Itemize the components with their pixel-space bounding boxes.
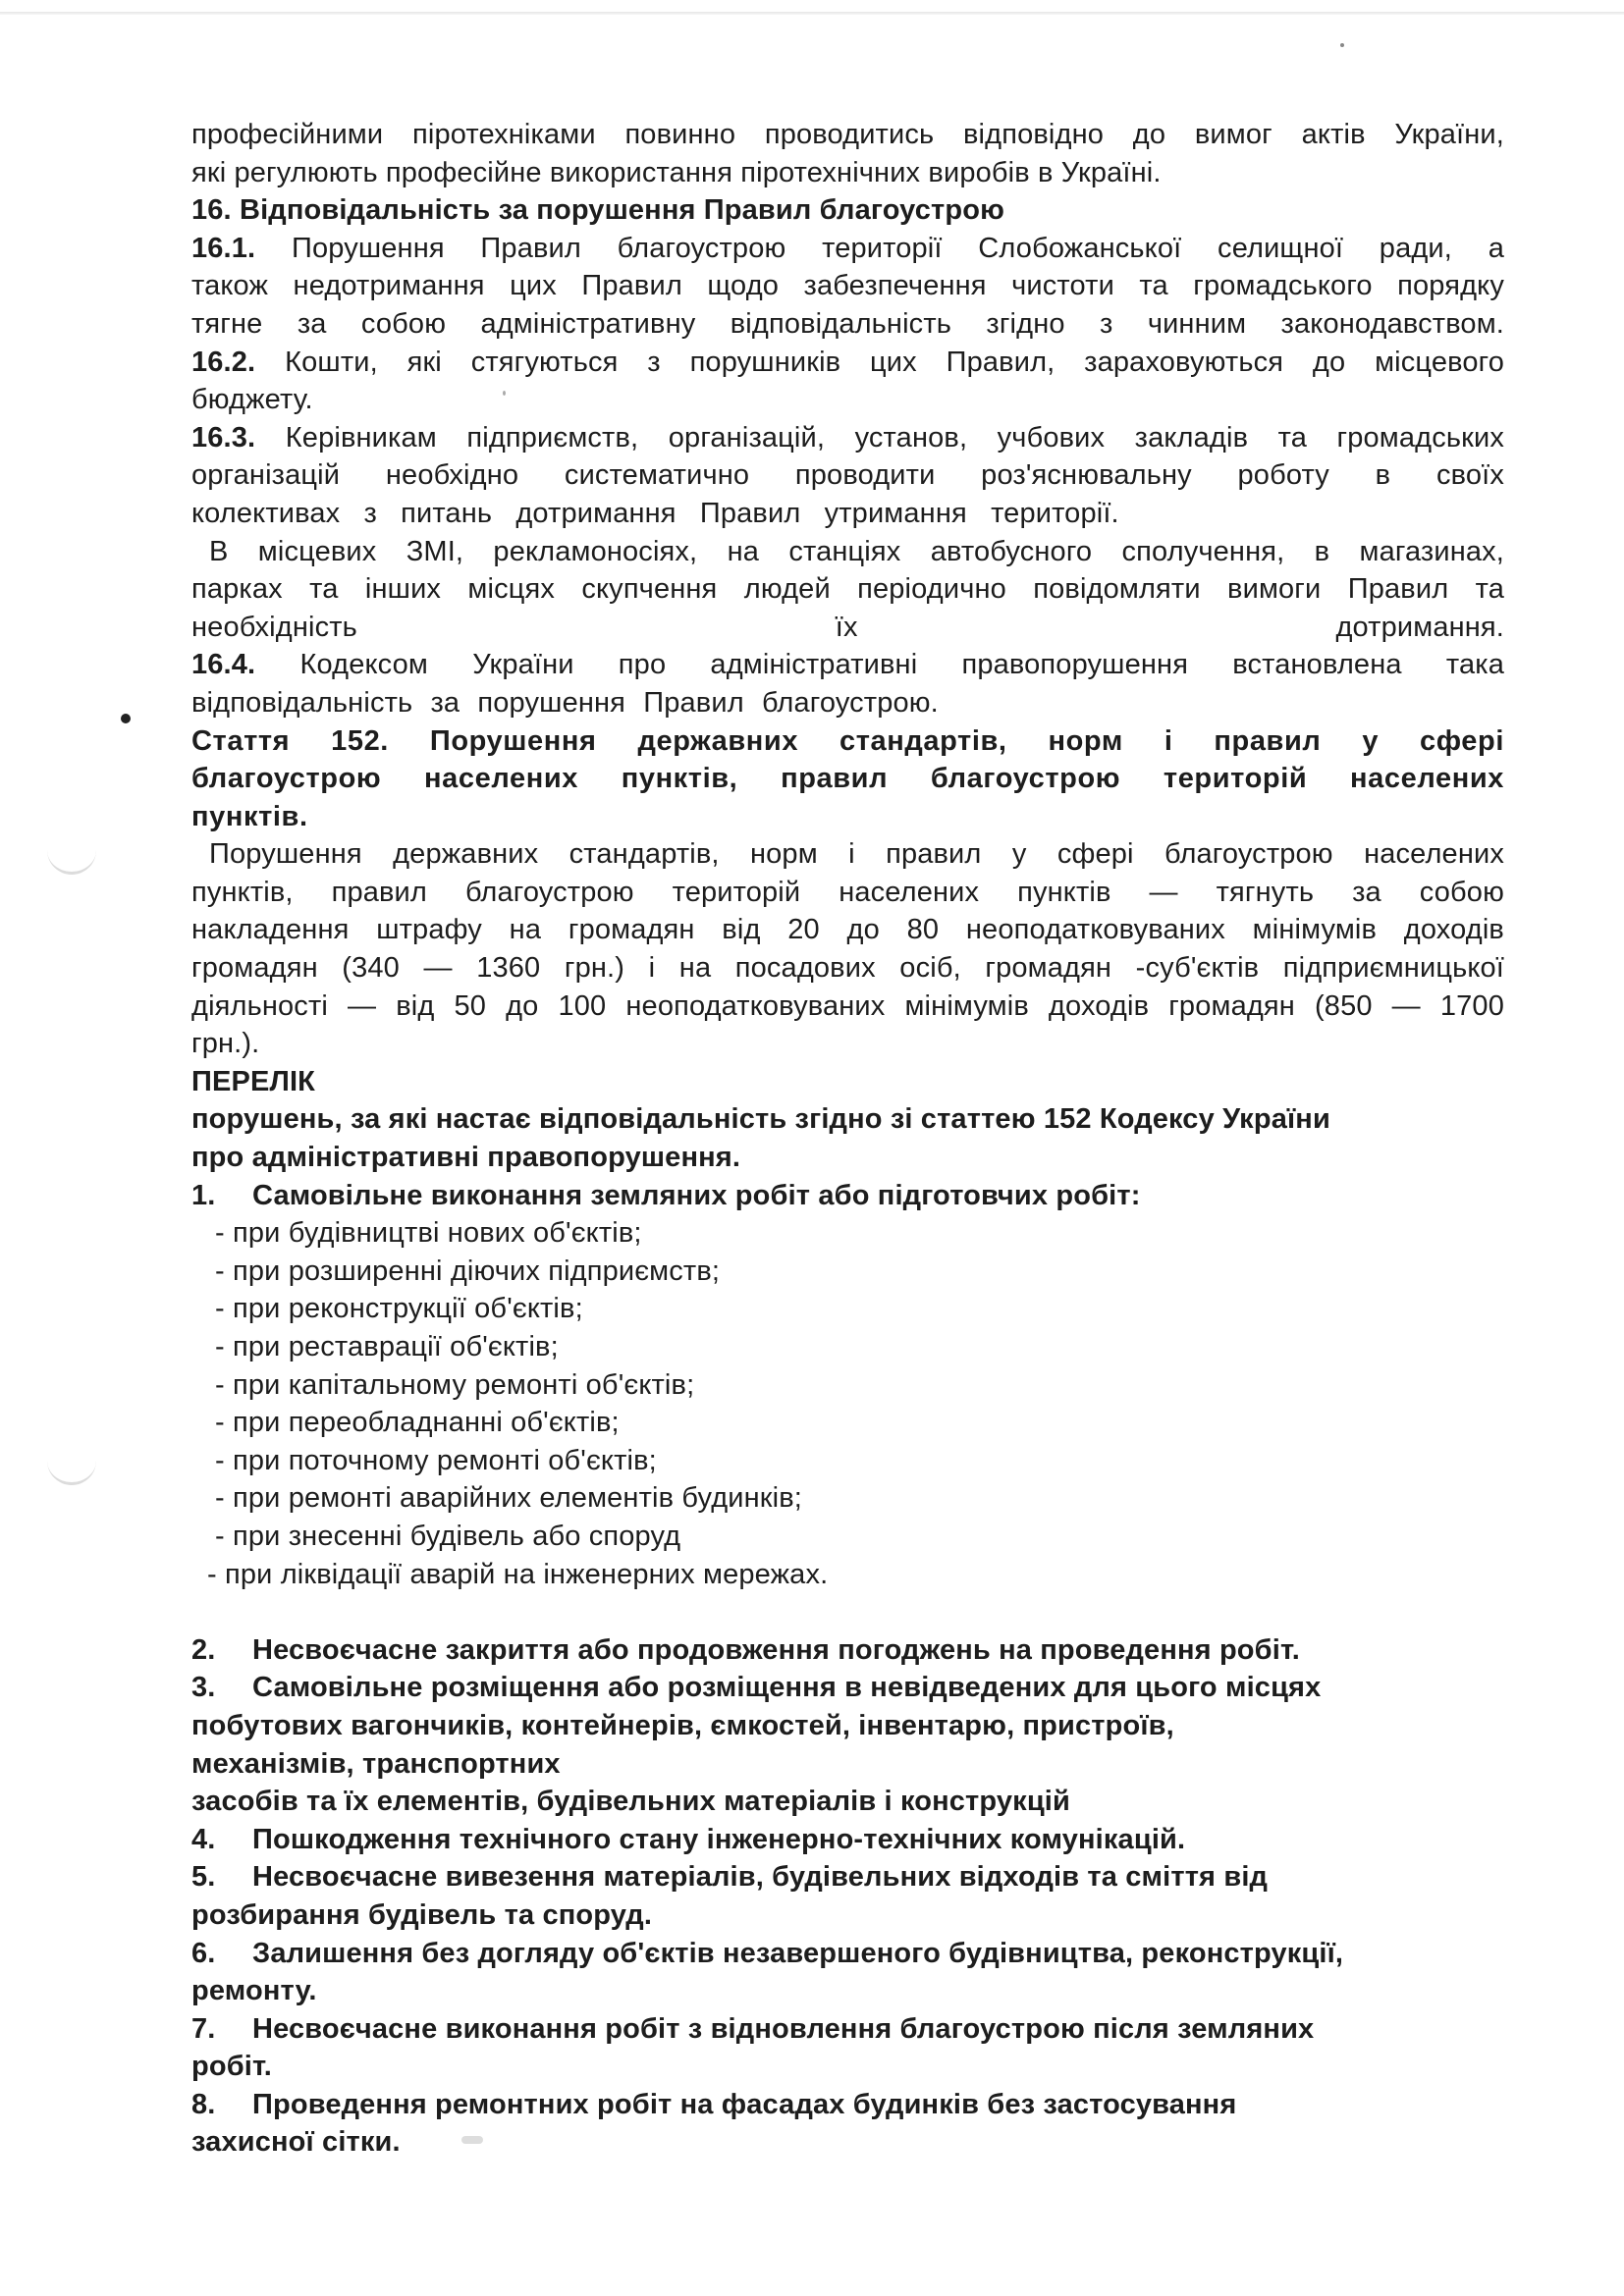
sub-item: - при знесенні будівель або споруд — [215, 1520, 681, 1552]
clause-number: 16.1. — [191, 232, 256, 264]
list-item-line: побутових вагончиків, контейнерів, ємкостей, інвентарю, пристроїв, — [191, 1709, 1174, 1741]
list-item-line: розбирання будівель та споруд. — [191, 1898, 653, 1931]
list-item-line: робіт. — [191, 2051, 273, 2083]
list-item-number: 7. — [191, 2012, 216, 2045]
list-item: 1. Самовільне виконання земляних робіт або підготовчих робіт: — [191, 1177, 1504, 1215]
list-subtitle: про адміністративні правопорушення. — [191, 1142, 741, 1174]
paragraph-line: відповідальність за порушення Правил благоустрою. — [191, 686, 939, 719]
list-item: 8. Проведення ремонтних робіт на фасадах будинків без застосування — [191, 2086, 1504, 2124]
list-item: 2. Несвоєчасне закриття або продовження погоджень на проведення робіт. — [191, 1631, 1504, 1670]
clause-number: 16.2. — [191, 346, 256, 378]
sub-item: - при будівництві нових об'єктів; — [215, 1217, 642, 1250]
paragraph-line: тягне за собою адміністративну відповідальність згідно з чинним законодавством. — [191, 307, 1504, 340]
list-item-number: 2. — [191, 1633, 216, 1666]
article-heading: пунктів. — [191, 800, 308, 832]
paragraph-line: парках та інших місцях скупчення людей періодично повідомляти вимоги Правил та — [191, 573, 1504, 606]
sub-item: - при переобладнанні об'єктів; — [215, 1407, 620, 1439]
paragraph-line: організацій необхідно систематично проводити роз'яснювальну роботу в своїх — [191, 459, 1504, 492]
list-subtitle: порушень, за які настає відповідальність згідно зі статтею 152 Кодексу України — [191, 1103, 1330, 1136]
list-item: 5. Несвоєчасне вивезення матеріалів, будівельних відходів та сміття від — [191, 1858, 1504, 1896]
blank-line — [191, 1593, 1504, 1631]
document-body — [191, 116, 1504, 2162]
paragraph-line: діяльності — від 50 до 100 неоподатковуваних мінімумів доходів громадян (850 — 1700 — [191, 989, 1504, 1022]
paragraph-line: Порушення державних стандартів, норм і правил у сфері благоустрою населених — [209, 838, 1504, 871]
sub-item: - при капітальному ремонті об'єктів; — [215, 1368, 695, 1401]
scan-edge — [0, 12, 1624, 15]
sub-item: - при ремонті аварійних елементів будинків; — [215, 1482, 802, 1515]
punch-hole-mark — [47, 1443, 96, 1485]
article-heading: благоустрою населених пунктів, правил благоустрою територій населених — [191, 763, 1504, 795]
list-item: 4. Пошкодження технічного стану інженерно-технічних комунікацій. — [191, 1821, 1504, 1859]
paragraph-line: бюджету. — [191, 384, 313, 416]
sub-item: - при ліквідації аварій на інженерних мережах. — [207, 1558, 829, 1590]
list-item: 6. Залишення без догляду об'єктів незавершеного будівництва, реконструкції, — [191, 1935, 1504, 1973]
sub-item: - при розширенні діючих підприємств; — [215, 1255, 721, 1287]
paragraph-line: колективах з питань дотримання Правил утримання території. — [191, 497, 1119, 529]
list-item: 7. Несвоєчасне виконання робіт з відновлення благоустрою після земляних — [191, 2010, 1504, 2049]
intro-line: які регулюють професійне використання піротехнічних виробів в Україні. — [191, 156, 1162, 188]
paragraph-line: накладення штрафу на громадян від 20 до 80 неоподатковуваних мінімумів доходів — [191, 914, 1504, 946]
margin-dot — [121, 714, 131, 723]
paragraph-line: 16.2. Кошти, які стягуються з порушників цих Правил, зараховуються до місцевого — [191, 346, 1504, 378]
article-heading: Стаття 152. Порушення державних стандартів, норм і правил у сфері — [191, 724, 1504, 757]
paragraph-line: необхідність їх дотримання. — [191, 611, 1504, 643]
intro-line: професійними піротехніками повинно проводитись відповідно до вимог актів України, — [191, 119, 1504, 150]
clause-number: 16.4. — [191, 649, 256, 681]
list-item-number: 6. — [191, 1937, 216, 1969]
list-title: ПЕРЕЛІК — [191, 1065, 316, 1097]
sub-item: - при поточному ремонті об'єктів; — [215, 1444, 657, 1476]
paragraph-line: пунктів, правил благоустрою територій населених пунктів — тягнуть за собою — [191, 876, 1504, 908]
paragraph-line: 16.1. Порушення Правил благоустрою території Слобожанської селищної ради, а — [191, 232, 1504, 264]
list-item-number: 5. — [191, 1861, 216, 1894]
clause-number: 16.3. — [191, 421, 256, 454]
paragraph-line: також недотримання цих Правил щодо забезпечення чистоти та громадського порядку — [191, 270, 1504, 302]
sub-item: - при реставрації об'єктів; — [215, 1331, 559, 1362]
list-item: 3. Самовільне розміщення або розміщення в невідведених для цього місцях — [191, 1669, 1504, 1707]
paragraph-line: 16.4. Кодексом України про адміністративні правопорушення встановлена така — [191, 649, 1504, 681]
list-item-line: ремонту. — [191, 1975, 317, 2007]
list-item-line: захисної сітки. — [191, 2126, 401, 2159]
paragraph-line: громадян (340 — 1360 грн.) і на посадових осіб, громадян -суб'єктів підприємницької — [191, 952, 1504, 985]
list-item-line: механізмів, транспортних — [191, 1747, 561, 1780]
list-item-number: 3. — [191, 1672, 216, 1704]
list-item-number: 8. — [191, 2088, 216, 2120]
section-heading: 16. Відповідальність за порушення Правил благоустрою — [191, 194, 1005, 227]
paragraph-line: В місцевих ЗМІ, рекламоносіях, на станціях автобусного сполучення, в магазинах, — [209, 535, 1504, 567]
list-item-number: 1. — [191, 1179, 216, 1211]
list-item-line: засобів та їх елементів, будівельних матеріалів і конструкцій — [191, 1786, 1070, 1818]
sub-item: - при реконструкції об'єктів; — [215, 1293, 583, 1325]
paragraph-line: грн.). — [191, 1028, 260, 1060]
paragraph-line: 16.3. Керівникам підприємств, організацій, установ, учбових закладів та громадських — [191, 421, 1504, 454]
punch-hole-mark — [47, 832, 96, 875]
scan-speck — [1340, 43, 1344, 47]
list-item-number: 4. — [191, 1823, 216, 1855]
